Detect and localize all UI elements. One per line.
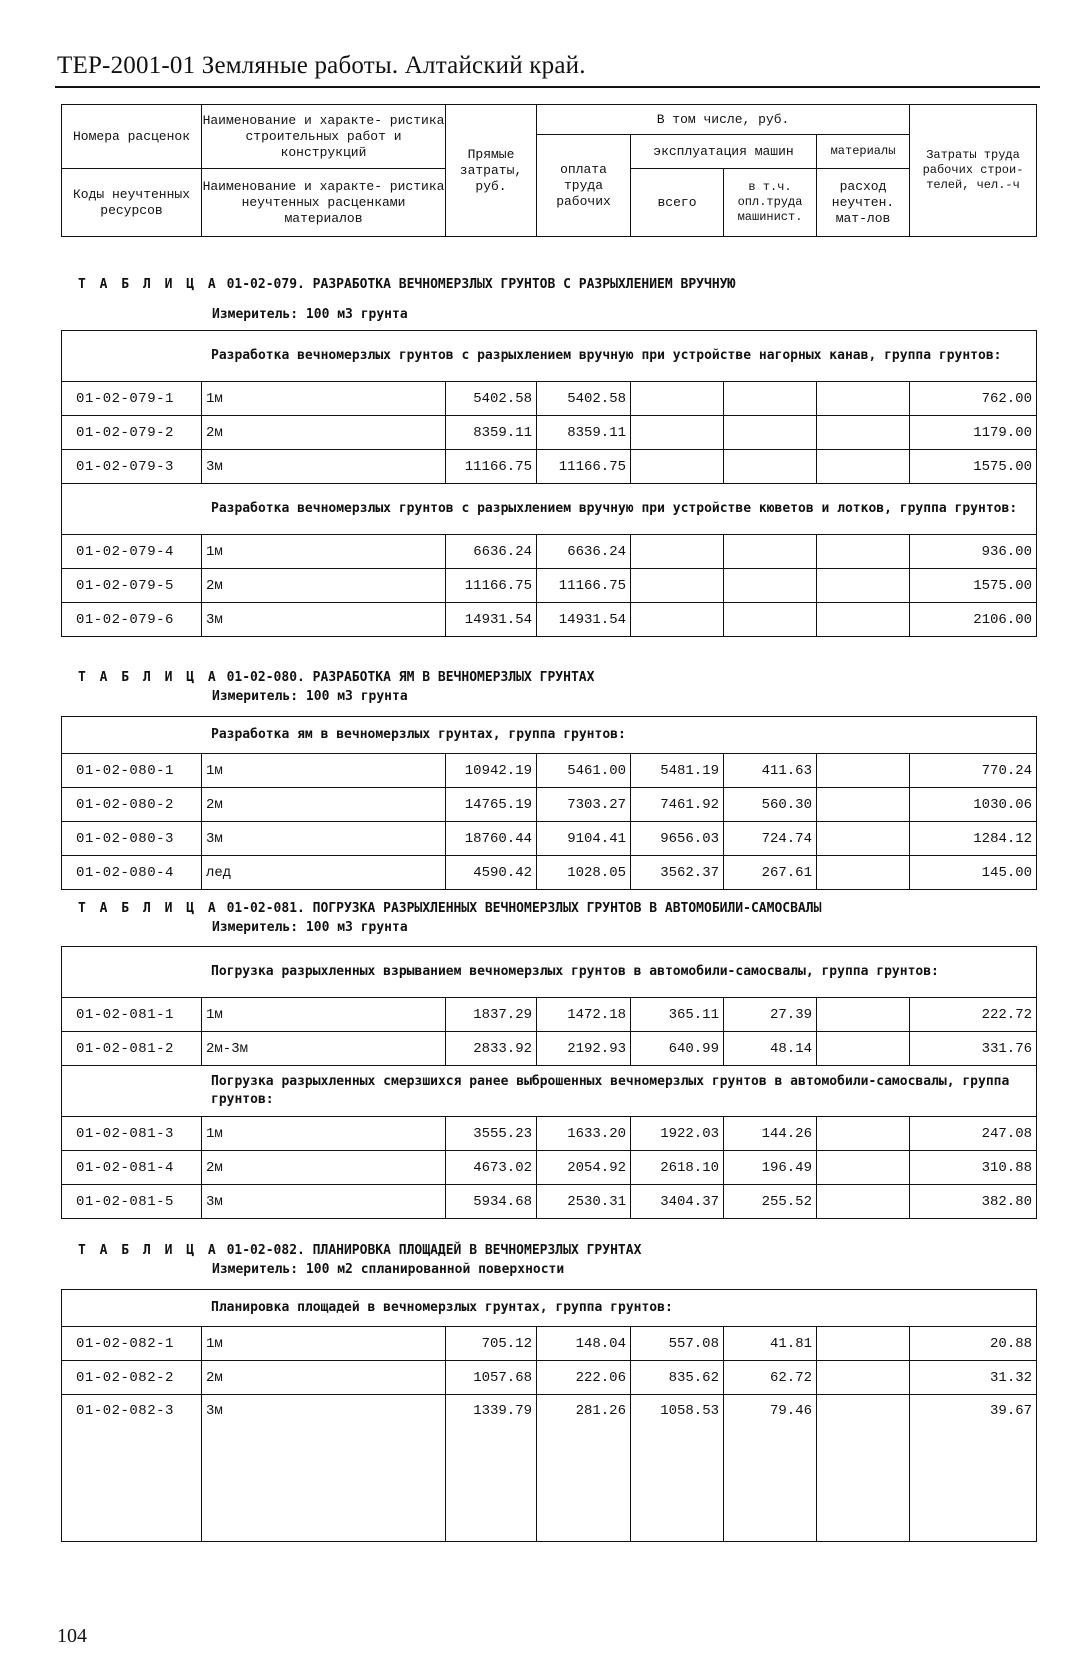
material-cost (817, 382, 910, 416)
table-row (62, 822, 1037, 856)
machine-cost (631, 416, 724, 450)
machine-cost: 9656.03 (631, 822, 724, 856)
table-caption (78, 670, 594, 685)
direct-cost: 18760.44 (446, 822, 537, 856)
group-title: Погрузка разрыхленных взрыванием вечномерзлых грунтов в автомобили-самосвалы, группа грунтов: (62, 947, 1037, 998)
labor-hours: 762.00 (910, 382, 1037, 416)
direct-cost: 14765.19 (446, 788, 537, 822)
labor-pay: 9104.41 (537, 822, 631, 856)
rate-name: 2м (202, 416, 446, 450)
labor-hours: 382.80 (910, 1185, 1037, 1219)
labor-pay: 11166.75 (537, 450, 631, 484)
table-caption-prefix: Т А Б Л И Ц А (78, 670, 219, 685)
table-row (62, 603, 1037, 637)
rate-code: 01-02-081-2 (62, 1032, 202, 1066)
labor-hours: 20.88 (910, 1327, 1037, 1361)
header-machines: эксплуатация машин (631, 135, 817, 169)
direct-cost: 1339.79 (446, 1395, 537, 1542)
labor-hours: 1575.00 (910, 450, 1037, 484)
machinist-pay: 255.52 (724, 1185, 817, 1219)
machinist-pay: 62.72 (724, 1361, 817, 1395)
direct-cost: 6636.24 (446, 535, 537, 569)
machinist-pay: 41.81 (724, 1327, 817, 1361)
group-title: Погрузка разрыхленных смерзшихся ранее выброшенных вечномерзлых грунтов в автомобили-самосвалы, группа грунтов: (62, 1066, 1037, 1117)
machine-cost: 640.99 (631, 1032, 724, 1066)
machine-cost: 3404.37 (631, 1185, 724, 1219)
table-caption-text: 01-02-082. ПЛАНИРОВКА ПЛОЩАДЕЙ В ВЕЧНОМЕРЗЛЫХ ГРУНТАХ (226, 1243, 642, 1258)
rate-name: 1м (202, 1117, 446, 1151)
labor-hours: 1030.06 (910, 788, 1037, 822)
labor-pay: 14931.54 (537, 603, 631, 637)
table-row (62, 1151, 1037, 1185)
rate-code: 01-02-082-1 (62, 1327, 202, 1361)
table-caption-text: 01-02-079. РАЗРАБОТКА ВЕЧНОМЕРЗЛЫХ ГРУНТОВ С РАЗРЫХЛЕНИЕМ ВРУЧНУЮ (226, 277, 736, 292)
machinist-pay: 411.63 (724, 754, 817, 788)
title-underline (55, 86, 1040, 88)
labor-hours: 310.88 (910, 1151, 1037, 1185)
machine-cost: 557.08 (631, 1327, 724, 1361)
table-row (62, 416, 1037, 450)
machinist-pay: 27.39 (724, 998, 817, 1032)
labor-hours: 247.08 (910, 1117, 1037, 1151)
labor-hours: 39.67 (910, 1395, 1037, 1542)
material-cost (817, 416, 910, 450)
rate-name: 2м (202, 569, 446, 603)
table-caption-text: 01-02-080. РАЗРАБОТКА ЯМ В ВЕЧНОМЕРЗЛЫХ ГРУНТАХ (226, 670, 595, 685)
material-cost (817, 569, 910, 603)
table-measure: Измеритель: 100 м3 грунта (212, 689, 408, 704)
labor-pay: 1633.20 (537, 1117, 631, 1151)
material-cost (817, 1327, 910, 1361)
labor-pay: 8359.11 (537, 416, 631, 450)
header-labor-pay: оплата труда рабочих (537, 135, 631, 237)
labor-pay: 222.06 (537, 1361, 631, 1395)
labor-hours: 936.00 (910, 535, 1037, 569)
machine-cost: 5481.19 (631, 754, 724, 788)
direct-cost: 11166.75 (446, 450, 537, 484)
direct-cost: 5402.58 (446, 382, 537, 416)
machine-cost: 1922.03 (631, 1117, 724, 1151)
table-caption (78, 1243, 641, 1258)
labor-hours: 1575.00 (910, 569, 1037, 603)
labor-pay: 5402.58 (537, 382, 631, 416)
labor-pay: 2530.31 (537, 1185, 631, 1219)
table-row (62, 754, 1037, 788)
rates-table (61, 946, 1037, 1219)
machinist-pay (724, 450, 817, 484)
header-codes: Коды неучтенных ресурсов (62, 169, 202, 237)
machinist-pay (724, 535, 817, 569)
direct-cost: 10942.19 (446, 754, 537, 788)
direct-cost: 4673.02 (446, 1151, 537, 1185)
table-caption-prefix: Т А Б Л И Ц А (78, 277, 219, 292)
rates-table (61, 330, 1037, 637)
material-cost (817, 603, 910, 637)
table-caption-prefix: Т А Б Л И Ц А (78, 1243, 219, 1258)
table-caption-text: 01-02-081. ПОГРУЗКА РАЗРЫХЛЕННЫХ ВЕЧНОМЕРЗЛЫХ ГРУНТОВ В АВТОМОБИЛИ-САМОСВАЛЫ (226, 901, 822, 916)
labor-pay: 7303.27 (537, 788, 631, 822)
header-total: всего (631, 169, 724, 237)
material-cost (817, 822, 910, 856)
material-cost (817, 856, 910, 890)
machine-cost (631, 569, 724, 603)
rate-name: 1м (202, 998, 446, 1032)
page-title: ТЕР-2001-01 Земляные работы. Алтайский край. (57, 52, 586, 79)
machine-cost: 3562.37 (631, 856, 724, 890)
rate-code: 01-02-079-6 (62, 603, 202, 637)
material-cost (817, 1361, 910, 1395)
machine-cost: 365.11 (631, 998, 724, 1032)
header-including: В том числе, руб. (537, 105, 910, 135)
table-row (62, 535, 1037, 569)
header-labor-cost: Затраты труда рабочих строи- телей, чел.-ч (910, 105, 1037, 237)
table-measure: Измеритель: 100 м3 грунта (212, 920, 408, 935)
machinist-pay (724, 569, 817, 603)
table-caption (78, 901, 821, 916)
material-cost (817, 754, 910, 788)
machinist-pay: 144.26 (724, 1117, 817, 1151)
machinist-pay (724, 382, 817, 416)
machine-cost: 835.62 (631, 1361, 724, 1395)
rate-code: 01-02-079-5 (62, 569, 202, 603)
labor-hours: 770.24 (910, 754, 1037, 788)
labor-hours: 2106.00 (910, 603, 1037, 637)
material-cost (817, 1395, 910, 1542)
labor-pay: 281.26 (537, 1395, 631, 1542)
labor-pay: 5461.00 (537, 754, 631, 788)
direct-cost: 14931.54 (446, 603, 537, 637)
direct-cost: 1837.29 (446, 998, 537, 1032)
labor-hours: 31.32 (910, 1361, 1037, 1395)
rate-code: 01-02-079-4 (62, 535, 202, 569)
header-consumption: расход неучтен. мат-лов (817, 169, 910, 237)
rate-name: 3м (202, 450, 446, 484)
machine-cost: 1058.53 (631, 1395, 724, 1542)
labor-pay: 1472.18 (537, 998, 631, 1032)
rate-code: 01-02-080-1 (62, 754, 202, 788)
direct-cost: 5934.68 (446, 1185, 537, 1219)
material-cost (817, 535, 910, 569)
rate-name: 2м (202, 1151, 446, 1185)
rate-code: 01-02-082-2 (62, 1361, 202, 1395)
rate-code: 01-02-081-4 (62, 1151, 202, 1185)
machine-cost: 2618.10 (631, 1151, 724, 1185)
labor-pay: 2192.93 (537, 1032, 631, 1066)
direct-cost: 705.12 (446, 1327, 537, 1361)
header-materials: материалы (817, 135, 910, 169)
table-row (62, 1395, 1037, 1542)
machine-cost: 7461.92 (631, 788, 724, 822)
rate-code: 01-02-080-4 (62, 856, 202, 890)
group-title: Разработка вечномерзлых грунтов с разрыхлением вручную при устройстве нагорных канав, группа грунтов: (62, 331, 1037, 382)
rate-name: 2м-3м (202, 1032, 446, 1066)
material-cost (817, 1117, 910, 1151)
labor-hours: 222.72 (910, 998, 1037, 1032)
rate-name: лед (202, 856, 446, 890)
rate-name: 1м (202, 1327, 446, 1361)
rate-name: 3м (202, 1185, 446, 1219)
rate-name: 3м (202, 822, 446, 856)
direct-cost: 3555.23 (446, 1117, 537, 1151)
rates-table (61, 1289, 1037, 1542)
table-row (62, 998, 1037, 1032)
machinist-pay: 724.74 (724, 822, 817, 856)
labor-pay: 1028.05 (537, 856, 631, 890)
rate-name: 1м (202, 535, 446, 569)
table-row (62, 1361, 1037, 1395)
labor-hours: 145.00 (910, 856, 1037, 890)
rates-table (61, 716, 1037, 890)
rate-name: 1м (202, 382, 446, 416)
rate-name: 3м (202, 603, 446, 637)
header-name2: Наименование и характе- ристика неучтенных расценками материалов (202, 169, 446, 237)
direct-cost: 2833.92 (446, 1032, 537, 1066)
table-row (62, 1117, 1037, 1151)
rate-code: 01-02-079-1 (62, 382, 202, 416)
rate-code: 01-02-082-3 (62, 1395, 202, 1542)
labor-pay: 11166.75 (537, 569, 631, 603)
material-cost (817, 998, 910, 1032)
labor-pay: 2054.92 (537, 1151, 631, 1185)
page-number: 104 (57, 1625, 87, 1647)
machinist-pay: 79.46 (724, 1395, 817, 1542)
table-row (62, 1327, 1037, 1361)
rate-code: 01-02-080-3 (62, 822, 202, 856)
rate-code: 01-02-081-3 (62, 1117, 202, 1151)
header-number: Номера расценок (62, 105, 202, 169)
table-measure: Измеритель: 100 м2 спланированной поверхности (212, 1262, 565, 1277)
header-name: Наименование и характе- ристика строительных работ и конструкций (202, 105, 446, 169)
machinist-pay: 196.49 (724, 1151, 817, 1185)
rate-name: 2м (202, 1361, 446, 1395)
machinist-pay: 267.61 (724, 856, 817, 890)
machinist-pay (724, 603, 817, 637)
labor-pay: 6636.24 (537, 535, 631, 569)
rate-code: 01-02-081-1 (62, 998, 202, 1032)
table-row (62, 788, 1037, 822)
table-caption (78, 277, 735, 292)
material-cost (817, 1032, 910, 1066)
group-title: Разработка ям в вечномерзлых грунтах, группа грунтов: (62, 717, 1037, 754)
machine-cost (631, 603, 724, 637)
direct-cost: 1057.68 (446, 1361, 537, 1395)
labor-hours: 1179.00 (910, 416, 1037, 450)
group-title: Планировка площадей в вечномерзлых грунтах, группа грунтов: (62, 1290, 1037, 1327)
rate-name: 1м (202, 754, 446, 788)
direct-cost: 4590.42 (446, 856, 537, 890)
machinist-pay: 560.30 (724, 788, 817, 822)
column-header-table (61, 104, 1037, 237)
labor-hours: 331.76 (910, 1032, 1037, 1066)
material-cost (817, 450, 910, 484)
rate-name: 2м (202, 788, 446, 822)
table-caption-prefix: Т А Б Л И Ц А (78, 901, 219, 916)
machinist-pay (724, 416, 817, 450)
table-measure: Измеритель: 100 м3 грунта (212, 307, 408, 322)
header-machinists: в т.ч. опл.труда машинист. (724, 169, 817, 237)
header-direct: Прямые затраты, руб. (446, 105, 537, 237)
material-cost (817, 788, 910, 822)
machinist-pay: 48.14 (724, 1032, 817, 1066)
direct-cost: 8359.11 (446, 416, 537, 450)
rate-code: 01-02-079-3 (62, 450, 202, 484)
group-title: Разработка вечномерзлых грунтов с разрыхлением вручную при устройстве кюветов и лотков, группа грунтов: (62, 484, 1037, 535)
material-cost (817, 1185, 910, 1219)
machine-cost (631, 535, 724, 569)
rate-code: 01-02-079-2 (62, 416, 202, 450)
rate-code: 01-02-081-5 (62, 1185, 202, 1219)
table-row (62, 1032, 1037, 1066)
table-row (62, 1185, 1037, 1219)
direct-cost: 11166.75 (446, 569, 537, 603)
table-row (62, 569, 1037, 603)
rate-name: 3м (202, 1395, 446, 1542)
table-row (62, 450, 1037, 484)
machine-cost (631, 382, 724, 416)
labor-pay: 148.04 (537, 1327, 631, 1361)
material-cost (817, 1151, 910, 1185)
labor-hours: 1284.12 (910, 822, 1037, 856)
table-row (62, 856, 1037, 890)
machine-cost (631, 450, 724, 484)
table-row (62, 382, 1037, 416)
rate-code: 01-02-080-2 (62, 788, 202, 822)
